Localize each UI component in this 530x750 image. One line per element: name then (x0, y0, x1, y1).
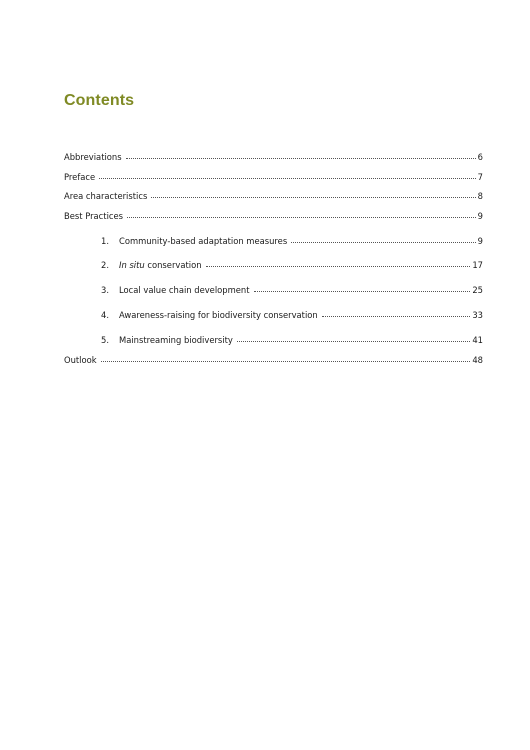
toc-entry-page: 33 (472, 310, 483, 320)
toc-entry-label: Mainstreaming biodiversity (119, 335, 233, 345)
toc-entry-label: Awareness-raising for biodiversity conservation (119, 310, 318, 320)
toc-entry-local-value-chain[interactable] (101, 285, 483, 296)
toc-entry-page: 6 (477, 152, 483, 162)
toc-entry-page: 8 (477, 191, 483, 201)
toc-entry-page: 9 (477, 236, 483, 246)
toc-entry-label: Community-based adaptation measures (119, 236, 288, 246)
dot-leader (291, 241, 475, 243)
toc-entry-preface[interactable] (64, 172, 483, 183)
toc-entry-awareness-raising[interactable] (101, 310, 483, 321)
toc-entry-page: 17 (472, 260, 483, 270)
page-title: Contents (64, 92, 135, 109)
toc-entry-in-situ-conservation[interactable] (101, 260, 483, 271)
toc-entry-number: 3. (101, 285, 109, 295)
toc-entry-page: 41 (472, 335, 483, 345)
toc-entry-page: 9 (477, 211, 483, 221)
toc-entry-number: 4. (101, 310, 109, 320)
toc-entry-label: Outlook (64, 355, 97, 365)
toc-entry-page: 25 (472, 285, 483, 295)
toc-entry-label: Local value chain development (119, 285, 250, 295)
toc-entry-area-characteristics[interactable] (64, 191, 483, 202)
toc-entry-number: 2. (101, 260, 109, 270)
toc-entry-label: Best Practices (64, 211, 124, 221)
toc-entry-community-based-adaptation[interactable] (101, 236, 483, 247)
toc-entry-outlook[interactable] (64, 355, 483, 366)
toc-entry-mainstreaming-biodiversity[interactable] (101, 335, 483, 346)
toc-entry-page: 48 (472, 355, 483, 365)
dot-leader (127, 216, 476, 218)
toc-entry-label: Area characteristics (64, 191, 148, 201)
toc-entry-label: Preface (64, 172, 96, 182)
toc-entry-number: 5. (101, 335, 109, 345)
dot-leader (99, 177, 476, 179)
dot-leader (237, 340, 470, 342)
dot-leader (151, 196, 475, 198)
toc-entry-abbreviations[interactable] (64, 152, 483, 163)
toc-entry-number: 1. (101, 236, 109, 246)
toc-entry-page: 7 (477, 172, 483, 182)
toc-entry-label-italic: In situ (119, 260, 145, 270)
dot-leader (254, 290, 471, 292)
dot-leader (126, 157, 476, 159)
toc-entry-label: conservation (144, 260, 202, 270)
dot-leader (206, 265, 471, 267)
toc-entry-label-wrap (119, 260, 202, 271)
dot-leader (322, 315, 471, 317)
dot-leader (101, 360, 471, 362)
toc-entry-label: Abbreviations (64, 152, 122, 162)
toc-entry-best-practices[interactable] (64, 211, 483, 222)
